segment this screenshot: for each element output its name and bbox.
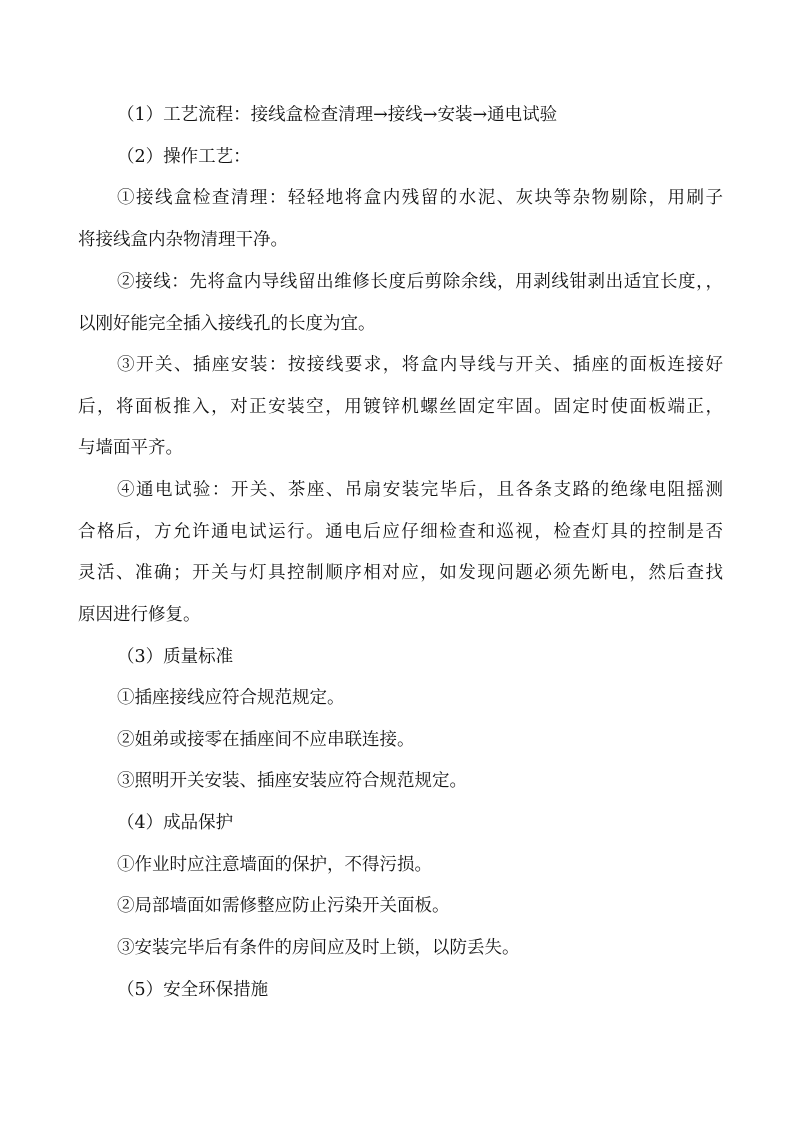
text-line: （2）操作工艺： bbox=[117, 147, 251, 167]
text-line: （4）成品保护 bbox=[117, 813, 234, 833]
text-line: ①接线盒检查清理：轻轻地将盒内残留的水泥、灰块等杂物剔除，用刷子 bbox=[117, 188, 723, 208]
text-line: ③安装完毕后有条件的房间应及时上锁，以防丢失。 bbox=[117, 938, 520, 958]
text-line: 与墙面平齐。 bbox=[78, 438, 183, 459]
text-line: （3）质量标准 bbox=[117, 647, 234, 667]
text-line: ①插座接线应符合规范规定。 bbox=[117, 688, 345, 708]
paragraph-protection-item-3 bbox=[78, 928, 723, 970]
paragraph-process-flow bbox=[78, 95, 723, 137]
paragraph-quality-item-2 bbox=[78, 720, 723, 762]
paragraph-protection-item-2 bbox=[78, 886, 723, 928]
text-line: ①作业时应注意墙面的保护，不得污损。 bbox=[117, 855, 432, 875]
text-line: ②姐弟或接零在插座间不应串联连接。 bbox=[117, 730, 415, 750]
text-line: 合格后，方允许通电试运行。通电后应仔细检查和巡视，检查灯具的控制是否 bbox=[78, 521, 723, 542]
paragraph-quality-item-3 bbox=[78, 761, 723, 803]
text-line: ②接线：先将盒内导线留出维修长度后剪除余线，用剥线钳剥出适宜长度，， bbox=[117, 272, 723, 292]
paragraph-quality-item-1 bbox=[78, 678, 723, 720]
text-line: ③照明开关安装、插座安装应符合规范规定。 bbox=[117, 771, 467, 791]
text-line: 灵活、准确；开关与灯具控制顺序相对应，如发现问题必须先断电，然后查找 bbox=[78, 563, 723, 584]
paragraph-wiring bbox=[78, 262, 723, 345]
text-line: （5）安全环保措施 bbox=[117, 980, 269, 1000]
paragraph-quality-heading bbox=[78, 637, 723, 679]
paragraph-power-test bbox=[78, 470, 723, 636]
text-line: （1）工艺流程：接线盒检查清理→接线→安装→通电试验 bbox=[117, 105, 558, 125]
text-line: 将接线盒内杂物清理干净。 bbox=[78, 229, 288, 250]
text-line: ③开关、插座安装：按接线要求，将盒内导线与开关、插座的面板连接好 bbox=[117, 355, 723, 375]
paragraph-switch-socket-install bbox=[78, 345, 723, 470]
paragraph-safety-heading bbox=[78, 970, 723, 1012]
paragraph-operation-heading bbox=[78, 137, 723, 179]
text-line: 原因进行修复。 bbox=[78, 604, 201, 625]
text-line: 以刚好能完全插入接线孔的长度为宜。 bbox=[78, 313, 376, 334]
paragraph-protection-item-1 bbox=[78, 845, 723, 887]
text-line: 后，将面板推入，对正安装空，用镀锌机螺丝固定牢固。固定时使面板端正， bbox=[78, 396, 723, 417]
paragraph-protection-heading bbox=[78, 803, 723, 845]
text-line: ④通电试验：开关、茶座、吊扇安装完毕后，且各条支路的绝缘电阻摇测 bbox=[117, 480, 723, 500]
text-line: ②局部墙面如需修整应防止污染开关面板。 bbox=[117, 896, 450, 916]
paragraph-box-cleaning bbox=[78, 178, 723, 261]
